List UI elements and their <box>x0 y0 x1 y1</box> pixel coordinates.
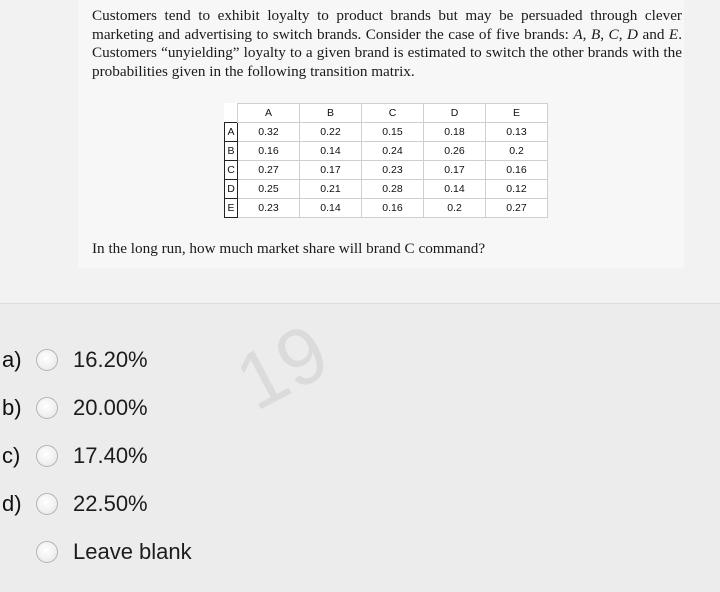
matrix-cell: 0.14 <box>300 199 362 218</box>
matrix-col-header: E <box>486 104 548 123</box>
matrix-row-header: B <box>225 142 238 161</box>
matrix-cell: 0.27 <box>486 199 548 218</box>
option-text: 22.50% <box>73 491 148 516</box>
matrix-cell: 0.12 <box>486 180 548 199</box>
matrix-cell: 0.17 <box>424 161 486 180</box>
option-letter: d) <box>2 491 22 516</box>
matrix-cell: 0.24 <box>362 142 424 161</box>
matrix-col-header: C <box>362 104 424 123</box>
option-letter: a) <box>2 347 22 372</box>
matrix-cell: 0.15 <box>362 123 424 142</box>
matrix-corner <box>225 104 238 123</box>
option-text: Leave blank <box>73 539 192 564</box>
matrix-cell: 0.16 <box>238 142 300 161</box>
matrix-row-header: C <box>225 161 238 180</box>
radio-button[interactable] <box>36 493 58 515</box>
option-a[interactable] <box>0 340 300 380</box>
option-text: 16.20% <box>73 347 148 372</box>
radio-button[interactable] <box>36 541 58 563</box>
matrix-cell: 0.2 <box>486 142 548 161</box>
matrix-cell: 0.23 <box>362 161 424 180</box>
option-text: 17.40% <box>73 443 148 468</box>
matrix-cell: 0.32 <box>238 123 300 142</box>
matrix-row-header: D <box>225 180 238 199</box>
question-stem: Customers tend to exhibit loyalty to product brands but may be persuaded through clever marketing and advertising to switch brands. Consider the case of five brands: A, B, C, D and E. Customers “unyielding” loyalty to a given brand is estimated to switch the other brands with the probabilities given in the following transition matrix. <box>92 7 682 80</box>
matrix-row <box>225 123 548 142</box>
matrix-col-header: D <box>424 104 486 123</box>
option-d[interactable] <box>0 484 300 524</box>
option-c[interactable] <box>0 436 300 476</box>
matrix-cell: 0.18 <box>424 123 486 142</box>
radio-button[interactable] <box>36 445 58 467</box>
question-prompt: In the long run, how much market share will brand C command? <box>92 240 486 257</box>
matrix-cell: 0.27 <box>238 161 300 180</box>
option-letter: c) <box>2 443 21 468</box>
matrix-cell: 0.25 <box>238 180 300 199</box>
matrix-cell: 0.22 <box>300 123 362 142</box>
matrix-header-row <box>225 104 548 123</box>
matrix-row-header: A <box>225 123 238 142</box>
matrix-cell: 0.16 <box>362 199 424 218</box>
matrix-row <box>225 180 548 199</box>
matrix-col-header: A <box>238 104 300 123</box>
option-letter: b) <box>2 395 22 420</box>
matrix-cell: 0.23 <box>238 199 300 218</box>
matrix-row <box>225 199 548 218</box>
option-text: 20.00% <box>73 395 148 420</box>
radio-button[interactable] <box>36 397 58 419</box>
matrix-row-header: E <box>225 199 238 218</box>
matrix-cell: 0.21 <box>300 180 362 199</box>
watermark: 19 <box>221 306 343 427</box>
matrix-cell: 0.2 <box>424 199 486 218</box>
radio-button[interactable] <box>36 349 58 371</box>
matrix-row <box>225 161 548 180</box>
matrix-cell: 0.13 <box>486 123 548 142</box>
transition-matrix <box>224 103 548 218</box>
matrix-cell: 0.14 <box>300 142 362 161</box>
matrix-cell: 0.17 <box>300 161 362 180</box>
matrix-col-header: B <box>300 104 362 123</box>
matrix-cell: 0.16 <box>486 161 548 180</box>
matrix-cell: 0.28 <box>362 180 424 199</box>
matrix-row <box>225 142 548 161</box>
option-leave-blank[interactable] <box>0 532 300 572</box>
option-b[interactable] <box>0 388 300 428</box>
matrix-cell: 0.26 <box>424 142 486 161</box>
matrix-cell: 0.14 <box>424 180 486 199</box>
